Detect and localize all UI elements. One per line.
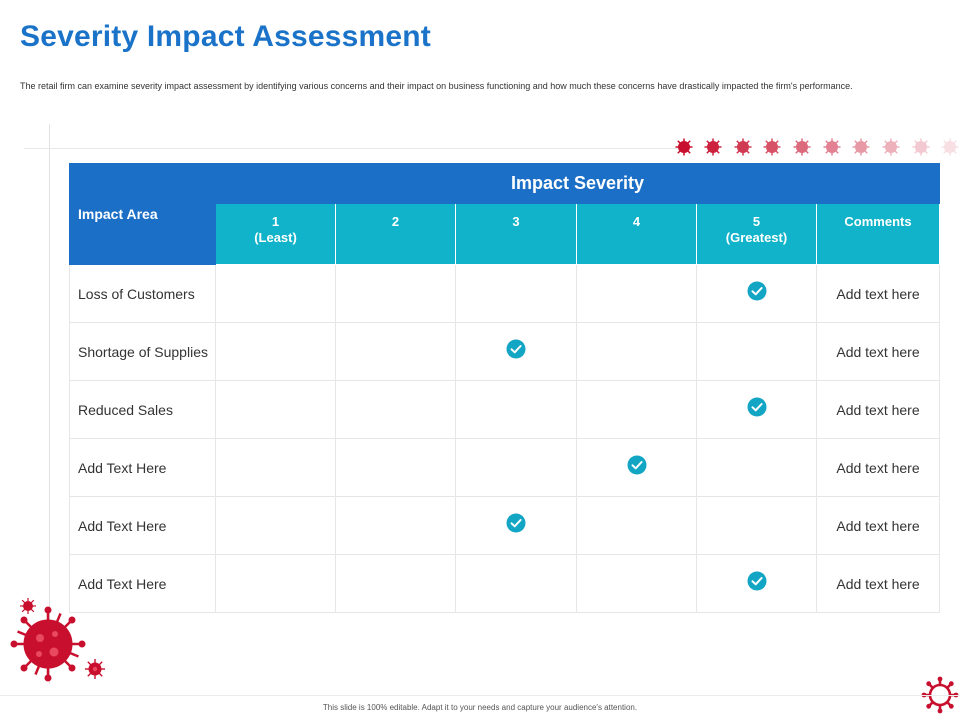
virus-icon: [913, 139, 930, 156]
footer-divider: [0, 695, 960, 696]
severity-cell-4: [577, 381, 697, 439]
header-impact-severity: Impact Severity: [216, 164, 940, 204]
severity-cell-2: [336, 555, 456, 613]
check-circle-icon: [747, 281, 767, 301]
footer-note: This slide is 100% editable. Adapt it to your needs and capture your audience's attention.: [322, 703, 638, 712]
decorative-horizontal-line: [24, 148, 684, 149]
virus-icon: [942, 139, 959, 156]
severity-cell-2: [336, 323, 456, 381]
severity-cell-5: [697, 381, 817, 439]
severity-cell-4: [577, 497, 697, 555]
severity-cell-1: [216, 439, 336, 497]
table-row: [70, 265, 940, 323]
impact-area-cell: Loss of Customers: [70, 265, 216, 323]
severity-cell-3: [456, 323, 577, 381]
comment-cell[interactable]: Add text here: [817, 265, 940, 323]
impact-area-cell: Shortage of Supplies: [70, 323, 216, 381]
severity-cell-5: [697, 323, 817, 381]
page-description: The retail firm can examine severity impact assessment by identifying various concerns and their impact on business functioning and how much these concerns have drastically impacted the firm's performance.: [20, 81, 853, 91]
page-title: Severity Impact Assessment: [20, 20, 431, 53]
table-row: [70, 381, 940, 439]
table-row: [70, 323, 940, 381]
severity-cell-3: [456, 439, 577, 497]
severity-cell-2: [336, 265, 456, 323]
check-circle-icon: [747, 397, 767, 417]
severity-cell-1: [216, 323, 336, 381]
severity-cell-4: [577, 555, 697, 613]
severity-cell-3: [456, 555, 577, 613]
impact-area-cell: Add Text Here: [70, 555, 216, 613]
header-col-4: 4: [577, 204, 697, 265]
severity-cell-1: [216, 555, 336, 613]
comment-cell[interactable]: Add text here: [817, 381, 940, 439]
header-col-3: 3: [456, 204, 577, 265]
virus-icon: [705, 139, 722, 156]
severity-cell-4: [577, 439, 697, 497]
severity-cell-4: [577, 265, 697, 323]
header-col-comments: Comments: [817, 204, 940, 265]
comment-cell[interactable]: Add text here: [817, 323, 940, 381]
severity-cell-1: [216, 265, 336, 323]
table-row: [70, 555, 940, 613]
severity-cell-2: [336, 439, 456, 497]
header-col-2: 2: [336, 204, 456, 265]
header-col-5: 5 (Greatest): [697, 204, 817, 265]
severity-cell-5: [697, 439, 817, 497]
severity-cell-4: [577, 323, 697, 381]
comment-cell[interactable]: Add text here: [817, 497, 940, 555]
check-circle-icon: [506, 513, 526, 533]
virus-icon: [883, 139, 900, 156]
severity-cell-3: [456, 497, 577, 555]
severity-cell-1: [216, 381, 336, 439]
table-row: [70, 497, 940, 555]
comment-cell[interactable]: Add text here: [817, 439, 940, 497]
virus-icon: [84, 658, 106, 680]
comment-cell[interactable]: Add text here: [817, 555, 940, 613]
virus-icon: [794, 139, 811, 156]
severity-cell-3: [456, 381, 577, 439]
virus-row-decoration: [672, 134, 960, 160]
table-row: [70, 439, 940, 497]
virus-icon: [676, 139, 693, 156]
impact-area-cell: Add Text Here: [70, 497, 216, 555]
virus-icon: [853, 139, 870, 156]
impact-area-cell: Add Text Here: [70, 439, 216, 497]
virus-icon: [764, 139, 781, 156]
severity-table: [69, 163, 940, 613]
decorative-vertical-line: [49, 124, 50, 684]
header-impact-area: Impact Area: [70, 164, 216, 265]
header-col-1: 1 (Least): [216, 204, 336, 265]
check-circle-icon: [627, 455, 647, 475]
severity-cell-1: [216, 497, 336, 555]
severity-cell-3: [456, 265, 577, 323]
severity-cell-5: [697, 265, 817, 323]
severity-cell-2: [336, 381, 456, 439]
severity-cell-2: [336, 497, 456, 555]
check-circle-icon: [506, 339, 526, 359]
virus-icon: [10, 606, 86, 682]
virus-icon: [735, 139, 752, 156]
severity-cell-5: [697, 497, 817, 555]
severity-cell-5: [697, 555, 817, 613]
impact-area-cell: Reduced Sales: [70, 381, 216, 439]
virus-icon: [824, 139, 841, 156]
check-circle-icon: [747, 571, 767, 591]
